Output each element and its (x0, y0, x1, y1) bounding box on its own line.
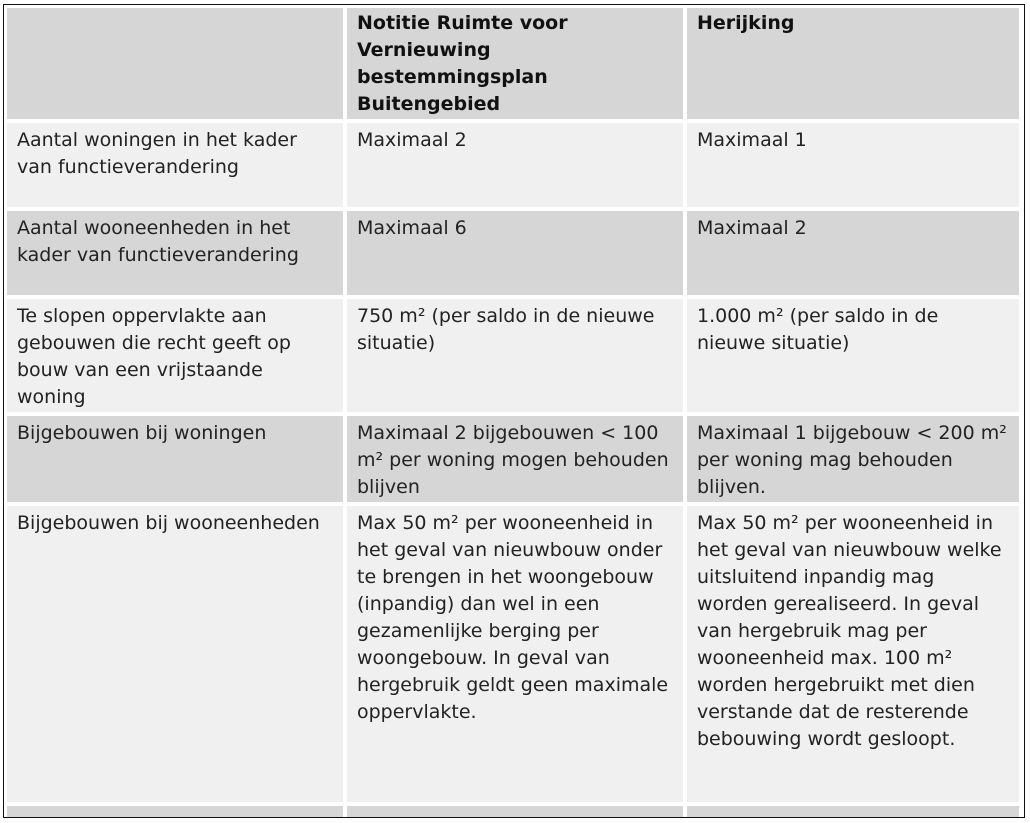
comparison-table-frame (3, 4, 1025, 818)
cell-criterion: Aantal woningen in het kader van functieverandering (7, 123, 343, 207)
table-row (7, 211, 1019, 295)
header-notitie: Notitie Ruimte voor Vernieuwing bestemmingsplan Buitengebied (347, 8, 683, 119)
cell-notitie: Maximaal 2 (347, 123, 683, 207)
comparison-table (3, 4, 1023, 818)
header-herijking: Herijking (687, 8, 1019, 119)
footer-cell (347, 806, 683, 818)
table-row (7, 299, 1019, 412)
cell-herijking: Maximaal 2 (687, 211, 1019, 295)
table-row (7, 123, 1019, 207)
cell-criterion: Te slopen oppervlakte aan gebouwen die recht geeft op bouw van een vrijstaande woning (7, 299, 343, 412)
cell-herijking: Maximaal 1 bijgebouw < 200 m² per woning mag behouden blijven. (687, 416, 1019, 502)
header-criterion (7, 8, 343, 119)
cell-criterion: Bijgebouwen bij woningen (7, 416, 343, 502)
cell-criterion: Aantal wooneenheden in het kader van functieverandering (7, 211, 343, 295)
cell-herijking: Maximaal 1 (687, 123, 1019, 207)
cell-notitie: 750 m² (per saldo in de nieuwe situatie) (347, 299, 683, 412)
table-row (7, 506, 1019, 802)
cell-notitie: Max 50 m² per wooneenheid in het geval van nieuwbouw onder te brengen in het woongebouw (inpandig) dan wel in een gezamenlijke berging per woongebouw. In geval van hergebruik geldt geen maximale oppervlakte. (347, 506, 683, 802)
cell-herijking: Max 50 m² per wooneenheid in het geval van nieuwbouw welke uitsluitend inpandig mag worden gerealiseerd. In geval van hergebruik mag per wooneenheid max. 100 m² worden hergebruikt met dien verstande dat de resterende bebouwing wordt gesloopt. (687, 506, 1019, 802)
cell-notitie: Maximaal 2 bijgebouwen < 100 m² per woning mogen behouden blijven (347, 416, 683, 502)
table-header-row (7, 8, 1019, 119)
footer-cell (7, 806, 343, 818)
cell-criterion: Bijgebouwen bij wooneenheden (7, 506, 343, 802)
table-footer-row (7, 806, 1019, 818)
cell-herijking: 1.000 m² (per saldo in de nieuwe situatie) (687, 299, 1019, 412)
cell-notitie: Maximaal 6 (347, 211, 683, 295)
footer-cell (687, 806, 1019, 818)
table-row (7, 416, 1019, 502)
